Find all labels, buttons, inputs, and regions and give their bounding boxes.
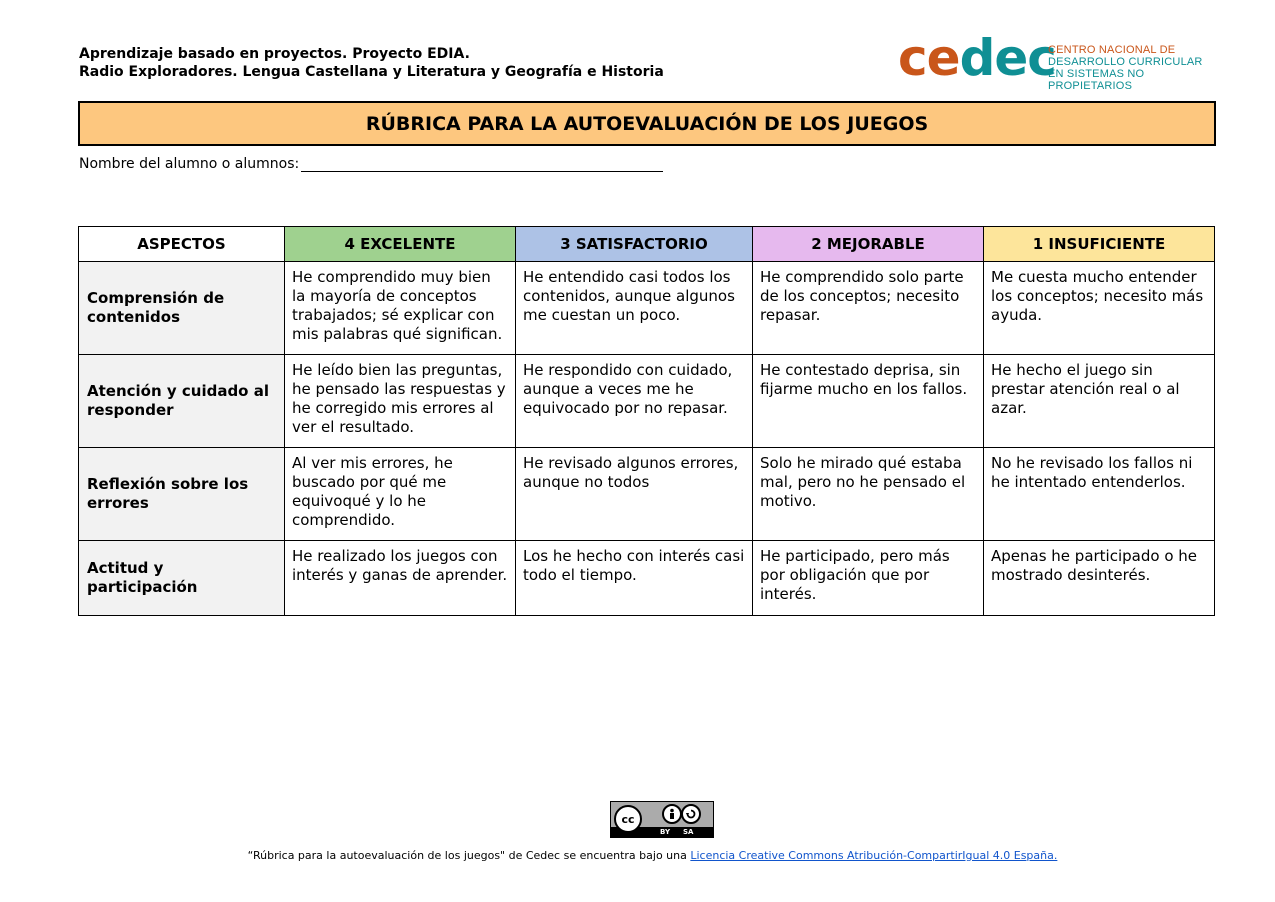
rubric-cell: He comprendido muy bien la mayoría de conceptos trabajados; sé explicar con mis palabras qué significan. <box>285 262 516 355</box>
rubric-title-banner <box>78 101 1216 146</box>
aspect-cell: Comprensión de contenidos <box>79 262 285 355</box>
header-insuficiente: 1 INSUFICIENTE <box>984 227 1215 262</box>
header-line-1: Aprendizaje basado en proyectos. Proyecto EDIA. <box>79 46 470 62</box>
license-text: “Rúbrica para la autoevaluación de los juegos" de Cedec se encuentra bajo una <box>247 849 691 862</box>
header-aspectos: ASPECTOS <box>79 227 285 262</box>
student-name-line <box>79 156 663 172</box>
rubric-cell: Apenas he participado o he mostrado desinterés. <box>984 541 1215 616</box>
rubric-title: RÚBRICA PARA LA AUTOEVALUACIÓN DE LOS JUEGOS <box>365 112 929 135</box>
rubric-cell: No he revisado los fallos ni he intentado entenderlos. <box>984 448 1215 541</box>
header-line-2: Radio Exploradores. Lengua Castellana y Literatura y Geografía e Historia <box>79 64 664 80</box>
document-header <box>79 45 664 81</box>
license-link[interactable]: Licencia Creative Commons Atribución-CompartirIgual 4.0 España. <box>690 849 1058 862</box>
person-icon <box>662 804 682 824</box>
rubric-cell: He entendido casi todos los contenidos, aunque algunos me cuestan un poco. <box>516 262 753 355</box>
logo-wordmark <box>898 30 1056 86</box>
rubric-cell: Los he hecho con interés casi todo el tiempo. <box>516 541 753 616</box>
rubric-cell: He respondido con cuidado, aunque a veces me he equivocado por no repasar. <box>516 355 753 448</box>
table-row <box>79 448 1215 541</box>
table-row <box>79 541 1215 616</box>
logo-sub-line-2: DESARROLLO CURRICULAR <box>1048 56 1203 68</box>
table-row <box>79 262 1215 355</box>
cc-sa-label: SA <box>683 828 694 836</box>
aspect-cell: Atención y cuidado al responder <box>79 355 285 448</box>
share-alike-icon-glyph <box>685 808 697 820</box>
rubric-cell: He participado, pero más por obligación que por interés. <box>753 541 984 616</box>
rubric-cell: He comprendido solo parte de los conceptos; necesito repasar. <box>753 262 984 355</box>
rubric-cell: He revisado algunos errores, aunque no todos <box>516 448 753 541</box>
cc-icon <box>614 805 642 833</box>
table-row <box>79 355 1215 448</box>
rubric-cell: He contestado deprisa, sin fijarme mucho en los fallos. <box>753 355 984 448</box>
rubric-cell: He leído bien las preguntas, he pensado las respuestas y he corregido mis errores al ver el resultado. <box>285 355 516 448</box>
cc-license-badge[interactable] <box>610 801 714 838</box>
header-satisfactorio: 3 SATISFACTORIO <box>516 227 753 262</box>
aspect-cell: Reflexión sobre los errores <box>79 448 285 541</box>
cedec-logo <box>898 29 1218 92</box>
rubric-cell: He hecho el juego sin prestar atención real o al azar. <box>984 355 1215 448</box>
logo-sub-line-3: EN SISTEMAS NO PROPIETARIOS <box>1048 68 1145 92</box>
table-header-row <box>79 227 1215 262</box>
rubric-table <box>78 226 1215 616</box>
header-mejorable: 2 MEJORABLE <box>753 227 984 262</box>
cc-icon-text: cc <box>621 812 635 826</box>
student-name-blank[interactable] <box>301 156 663 172</box>
rubric-cell: He realizado los juegos con interés y ganas de aprender. <box>285 541 516 616</box>
logo-word-part-2: dec <box>959 29 1056 87</box>
logo-sub-line-1: CENTRO NACIONAL DE <box>1048 44 1176 56</box>
share-alike-icon <box>681 804 701 824</box>
aspect-cell: Actitud y participación <box>79 541 285 616</box>
logo-subtitle <box>1048 44 1218 92</box>
rubric-cell: Al ver mis errores, he buscado por qué me equivoqué y lo he comprendido. <box>285 448 516 541</box>
cc-by-label: BY <box>660 828 671 836</box>
header-excelente: 4 EXCELENTE <box>285 227 516 262</box>
rubric-cell: Me cuesta mucho entender los conceptos; necesito más ayuda. <box>984 262 1215 355</box>
person-icon-glyph <box>667 808 677 820</box>
rubric-cell: Solo he mirado qué estaba mal, pero no he pensado el motivo. <box>753 448 984 541</box>
license-footer <box>0 849 1275 862</box>
logo-word-part-1: ce <box>898 29 960 87</box>
student-name-label: Nombre del alumno o alumnos: <box>79 156 300 172</box>
